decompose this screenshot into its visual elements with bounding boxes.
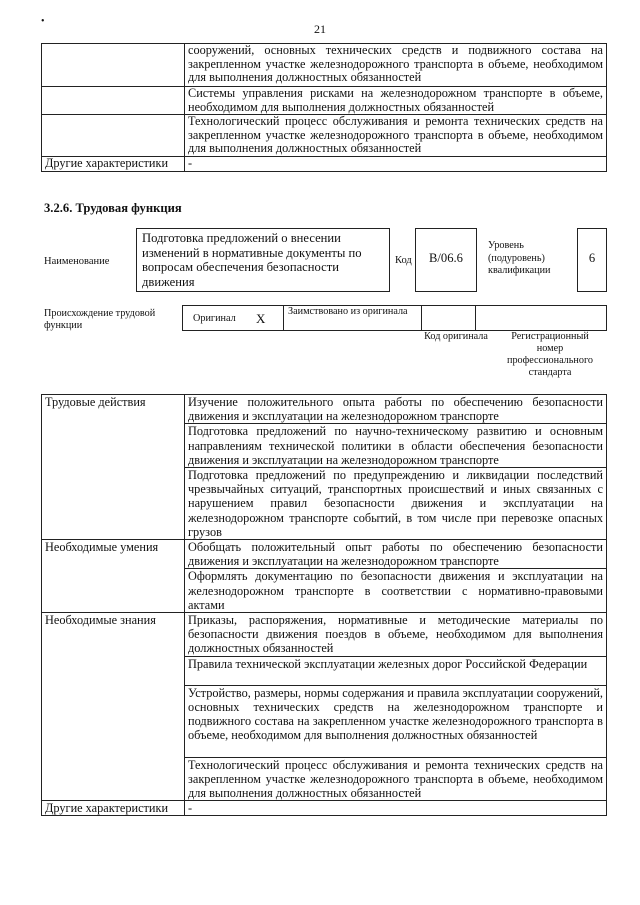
table-row <box>42 613 607 657</box>
original-cell <box>183 306 284 330</box>
table-row <box>42 115 607 157</box>
table-cell: Обобщать положительный опыт работы по обеспечению безопасности движения и эксплуатации на железнодорожном транспорте <box>185 540 607 569</box>
original-mark: X <box>256 311 266 326</box>
knowledge-label: Необходимые знания <box>42 613 185 801</box>
table-cell: Технологический процесс обслуживания и ремонта технических средств на закрепленном участке железнодорожного транспорта в объеме, необходимом для выполнения должностных обязанностей <box>185 115 607 157</box>
table-cell: Подготовка предложений по предупреждению и ликвидации последствий чрезвычайных ситуаций, транспортных происшествий и иных связанных с нарушением правил безопасности движения и эксплуатации на железнодорожном транспорте событий, в том числе при перевозке опасных грузов <box>185 468 607 540</box>
skills-label: Необходимые умения <box>42 540 185 613</box>
origin-label: Происхождение трудовой функции <box>44 308 156 331</box>
table-row <box>42 801 607 816</box>
name-label: Наименование <box>44 256 110 267</box>
section-title: 3.2.6. Трудовая функция <box>44 201 182 215</box>
borrowed-label: Заимствовано из оригинала <box>288 306 408 317</box>
page-mark: • <box>41 16 45 27</box>
table-cell: Системы управления рисками на железнодорожном транспорте в объеме, необходимом для выполнения должностных обязанностей <box>185 87 607 115</box>
other-characteristics-label: Другие характеристики <box>42 157 185 172</box>
table-cell: Правила технической эксплуатации железных дорог Российской Федерации <box>185 656 607 685</box>
divider <box>475 306 476 330</box>
reg-number-label: Регистрационный номер профессионального стандарта <box>507 331 593 378</box>
table-cell: Приказы, распоряжения, нормативные и методические материалы по безопасности движения поездов в объеме, необходимом для выполнения должностных обязанностей <box>185 613 607 657</box>
other-characteristics-value: - <box>185 801 607 816</box>
original-code-label: Код оригинала <box>424 331 488 342</box>
table-row <box>42 157 607 172</box>
table-cell: Устройство, размеры, нормы содержания и правила эксплуатации сооружений, основных технических средств на железнодорожном транспорте и подвижного состава на закрепленном участке железнодорожного транспорта в объеме, необходимом для выполнения должностных обязанностей <box>185 685 607 757</box>
origin-table <box>182 305 607 331</box>
page-number: 21 <box>314 22 326 36</box>
knowledge-continuation-table <box>41 43 607 172</box>
other-characteristics-value: - <box>185 157 607 172</box>
empty-label-cell <box>42 44 185 87</box>
empty-label-cell <box>42 87 185 115</box>
level-value: 6 <box>577 228 607 292</box>
level-label: Уровень (подуровень) квалификации <box>488 240 551 276</box>
empty-label-cell <box>42 115 185 157</box>
labor-function-table <box>41 394 607 816</box>
table-cell: Оформлять документацию по безопасности движения и эксплуатации на железнодорожном транспорте в соответствии с нормативно-правовыми актами <box>185 569 607 613</box>
name-value: Подготовка предложений о внесении изменений в нормативные документы по вопросам обеспечения безопасности движения <box>136 228 390 292</box>
table-cell: Изучение положительного опыта работы по обеспечению безопасности движения и эксплуатации на железнодорожном транспорте <box>185 395 607 424</box>
table-row <box>42 540 607 569</box>
code-label: Код <box>395 255 412 266</box>
original-label: Оригинал <box>193 313 236 324</box>
table-cell: сооружений, основных технических средств и подвижного состава на закрепленном участке железнодорожного транспорта в объеме, необходимом для выполнения должностных обязанностей <box>185 44 607 87</box>
other-characteristics-label: Другие характеристики <box>42 801 185 816</box>
table-row <box>42 395 607 424</box>
table-row <box>42 87 607 115</box>
divider <box>421 306 422 330</box>
labor-actions-label: Трудовые действия <box>42 395 185 540</box>
table-cell: Технологический процесс обслуживания и ремонта технических средств на закрепленном участке железнодорожного транспорта в объеме, необходимом для выполнения должностных обязанностей <box>185 757 607 801</box>
code-value: В/06.6 <box>415 228 477 292</box>
table-cell: Подготовка предложений по научно-техническому развитию и основным направлениям технической политики в области обеспечения безопасности движения и эксплуатации на железнодорожном транспорте <box>185 424 607 468</box>
table-row <box>42 44 607 87</box>
